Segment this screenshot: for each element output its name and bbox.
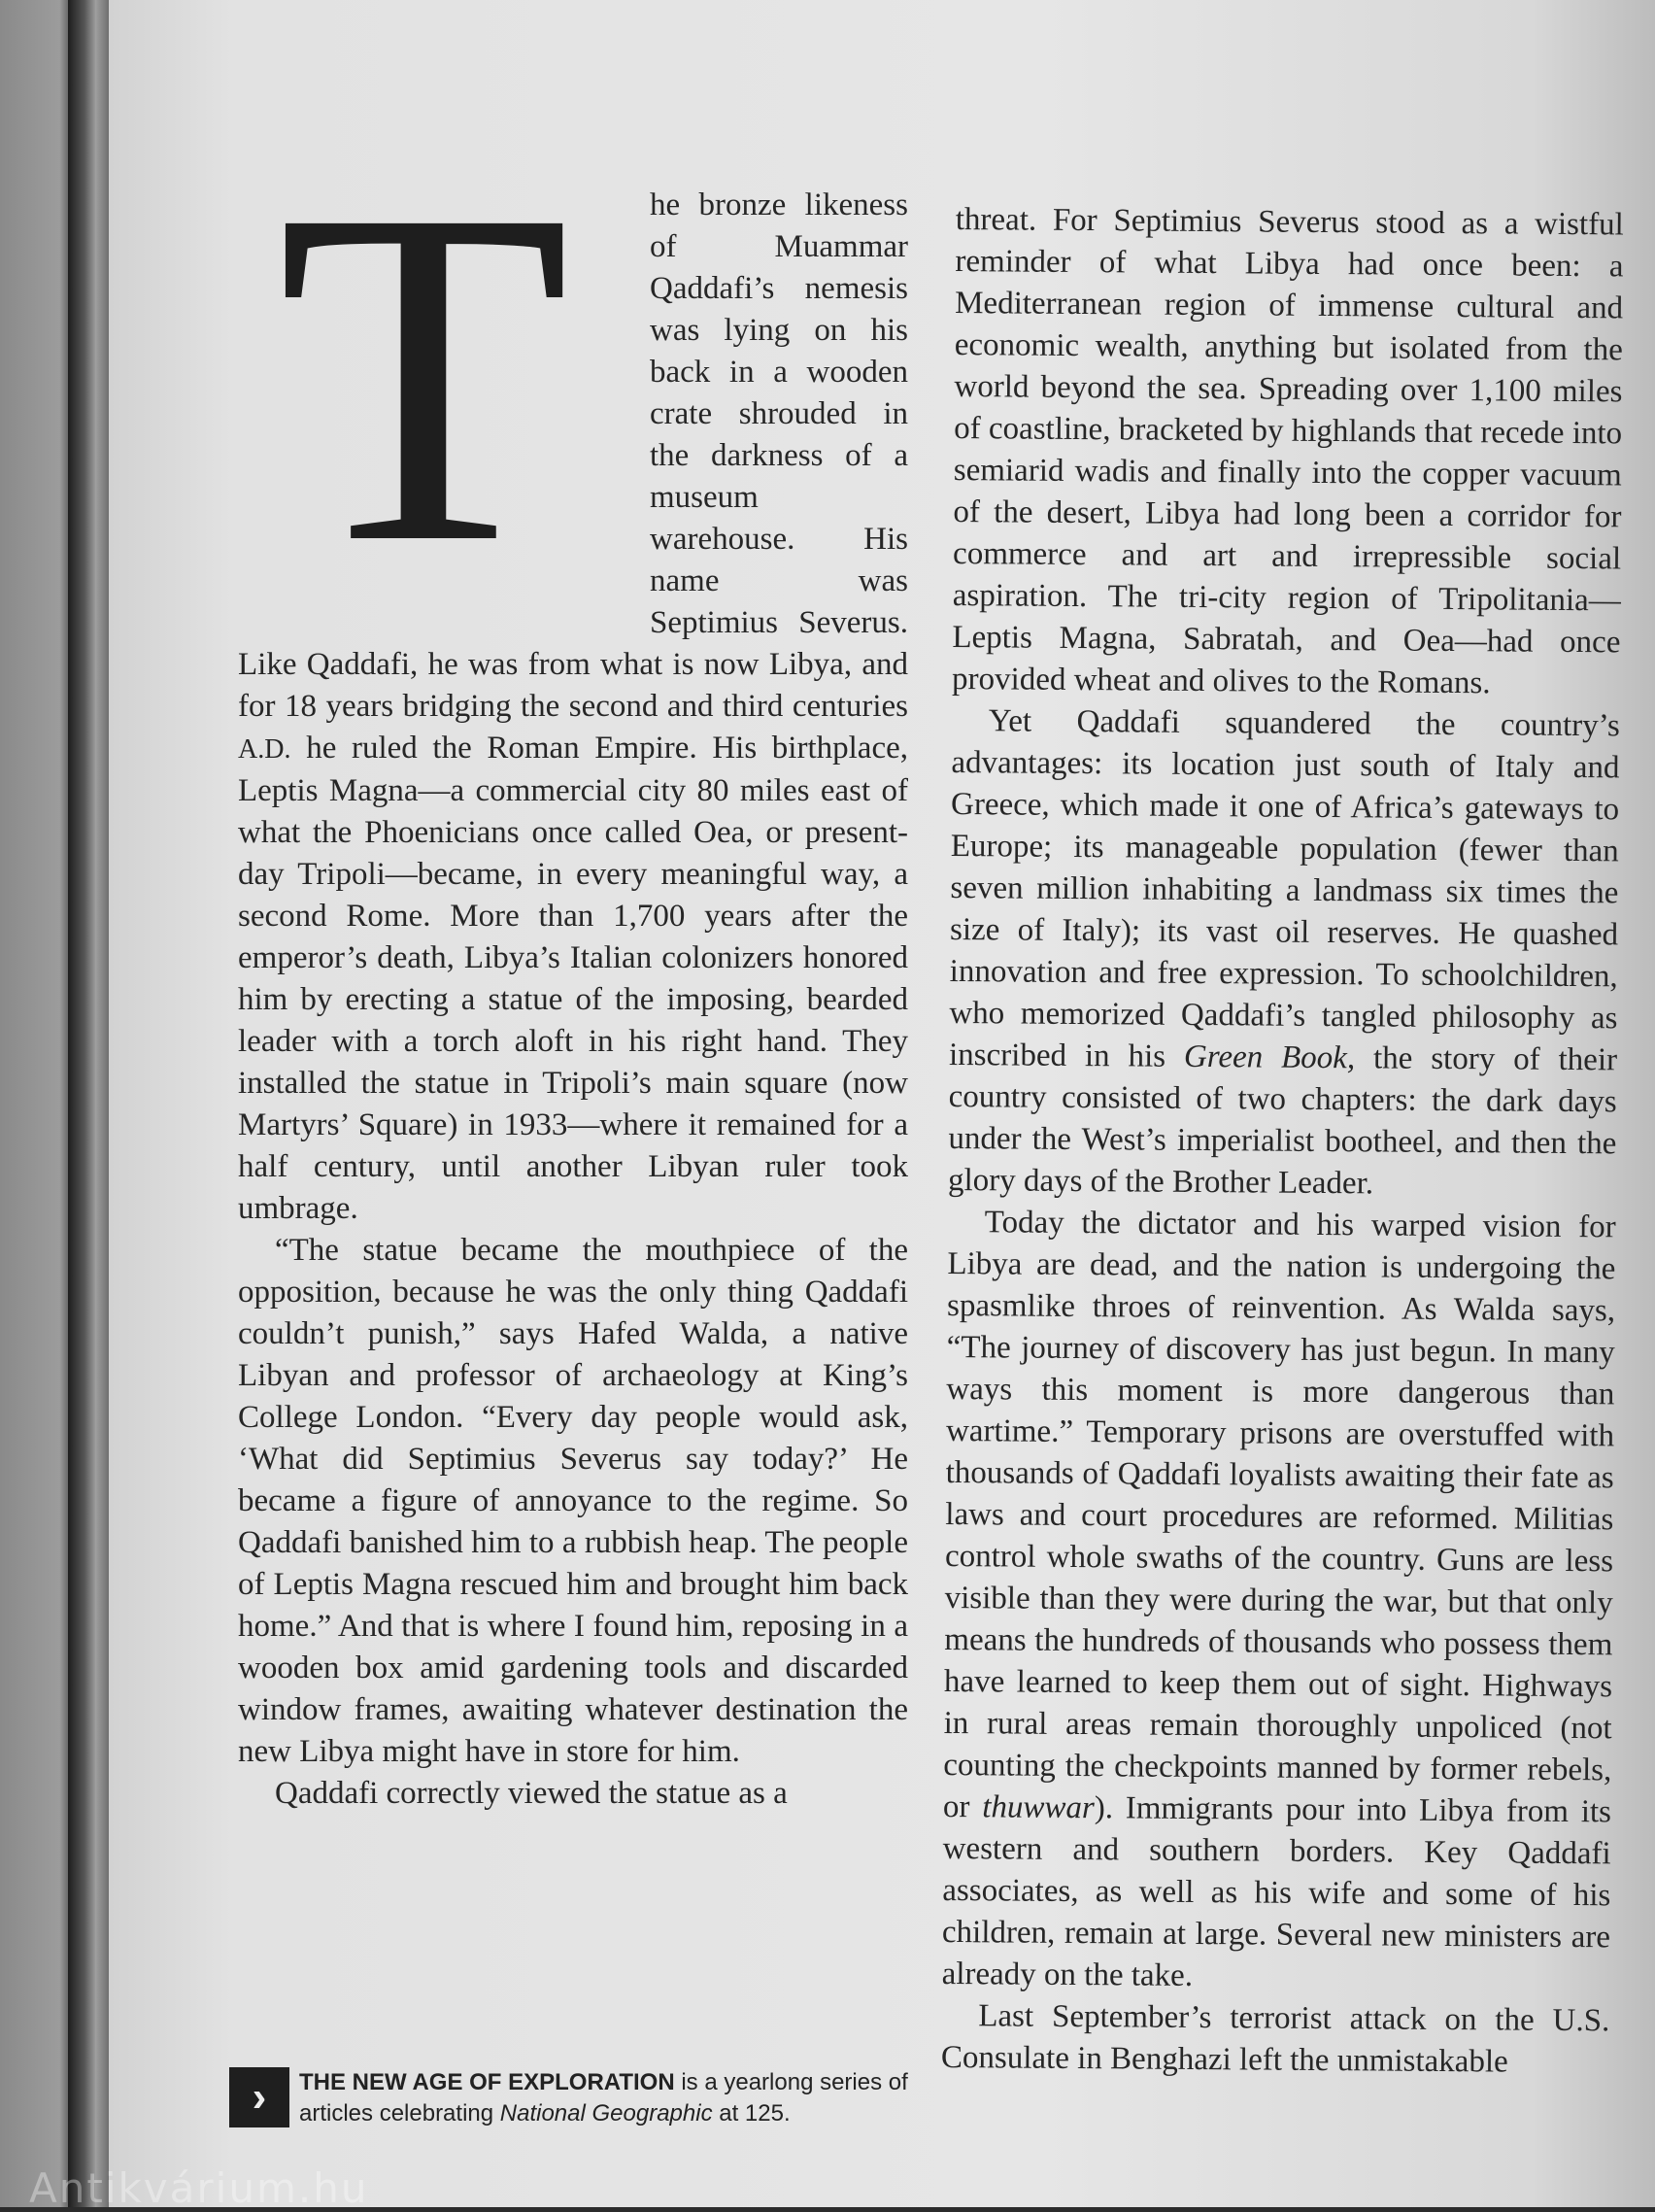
paragraph: “The statue became the mouthpiece of the opposition, because he was the only thing Qaddafi couldn’t punish,” says Hafed Walda, a native Libyan and professor of archaeology at King’s College London. “Every day people would ask, ‘What did Septimius Severus say today?’ He became a figure of annoyance to the regime. So Qaddafi banished him to a rubbish heap. The people of Leptis Magna rescued him and brought him back home.” And that is where I found him, reposing in a wooden box amid gardening tools and discarded window frames, awaiting whatever destination the new Libya might have in store for him. [238, 1233, 908, 1769]
paragraph-text: he bronze likeness of Muammar Qaddafi’s nemesis was lying on his back in a wooden crate shrouded in the darkness of a museum warehouse. His name was Septimius Severus. Like Qaddafi, he was from what is now Libya, and for 18 years bridging the second and third centuries [238, 187, 908, 724]
paragraph-text: he ruled the Roman Empire. His birthplace, Leptis Magna—a commercial city 80 miles east of what the Phoenicians once called Oea, or present-day Tripoli—became, in every meaningful way, a second Rome. More than 1,700 years after the emperor’s death, Libya’s Italian colonizers honored him by erecting a statue of the imposing, bearded leader with a torch aloft in his right hand. They installed the statue in Tripoli’s main square (now Martyrs’ Square) in 1933—where it remained for a half century, until another Libyan ruler took umbrage. [238, 731, 908, 1226]
paragraph-text: the story of their country consisted of two chapters: the dark days under the West’s imperialist bootheel, and then the glory days of the Brother Leader. [947, 1040, 1618, 1202]
series-footnote [229, 2067, 929, 2129]
paragraph: threat. For Septimius Severus stood as a wistful reminder of what Libya had once been: a Mediterranean region of immense cultural and economic wealth, anything but isolated from the world beyond the sea. Spreading over 1,100 miles of coastline, bracketed by highlands that recede into semiarid wadis and finally into the copper vacuum of the desert, Libya had long been a corridor for commerce and art and irrepressible social aspiration. The tri-city region of Tripolitania—Leptis Magna, Sabratah, and Oea—had once provided wheat and olives to the Romans. [951, 201, 1624, 701]
era-abbreviation: A.D. [238, 734, 291, 765]
magazine-name: National Geographic [499, 2100, 713, 2127]
footnote-end: at 125. [712, 2100, 791, 2127]
drop-cap: T [277, 111, 571, 643]
paragraph [238, 111, 908, 1230]
chevron-right-icon: › [229, 2067, 289, 2127]
magazine-page [109, 0, 1655, 2207]
left-text-column [238, 111, 908, 1815]
page-gutter [68, 0, 95, 2207]
footnote-text [299, 2067, 929, 2129]
footnote-body: is a yearlong series of articles celebrating [299, 2069, 908, 2127]
paragraph-text: Yet Qaddafi squandered the country’s advantages: its location just south of Italy and Greece, which made it one of Africa’s gateways to Europe; its manageable population (fewer than seven million inhabiting a landmass six times the size of Italy); its vast oil reserves. He quashed innovation and free expression. To schoolchildren, who memorized Qaddafi’s tangled philosophy as inscribed in his [948, 703, 1620, 1074]
paragraph: Last September’s terrorist attack on the U.S. Consulate in Benghazi left the unmistakable [940, 1998, 1610, 2080]
paragraph-text: ). Immigrants pour into Libya from its western and southern borders. Key Qaddafi associates, as well as his wife and some of his children, remain at large. Several new ministers are already on the take. [941, 1790, 1612, 1993]
series-title: THE NEW AGE OF EXPLORATION [299, 2069, 675, 2095]
paragraph [941, 1202, 1615, 2000]
paragraph: Qaddafi correctly viewed the statue as a [275, 1776, 788, 1811]
italic-term: thuwwar [982, 1789, 1095, 1826]
paragraph-text: Today the dictator and his warped vision for Libya are dead, and the nation is undergoing the spasmlike throes of reinvention. As Walda says, “The journey of discovery has just begun. In many ways this moment is more dangerous than wartime.” Temporary prisons are overstuffed with thousands of Qaddafi loyalists awaiting their fate as laws and court procedures are reformed. Militias control whole swaths of the country. Guns are less visible than they were during the war, but that only means the hundreds of thousands who possess them have learned to keep them out of sight. Highways in rural areas remain thoroughly unpoliced (not counting the checkpoints manned by former rebels, or [942, 1205, 1616, 1825]
paragraph [948, 700, 1620, 1207]
right-text-column [941, 199, 1624, 2084]
book-title: Green Book, [1183, 1038, 1356, 1076]
watermark: Antikvárium.hu [29, 2164, 369, 2212]
